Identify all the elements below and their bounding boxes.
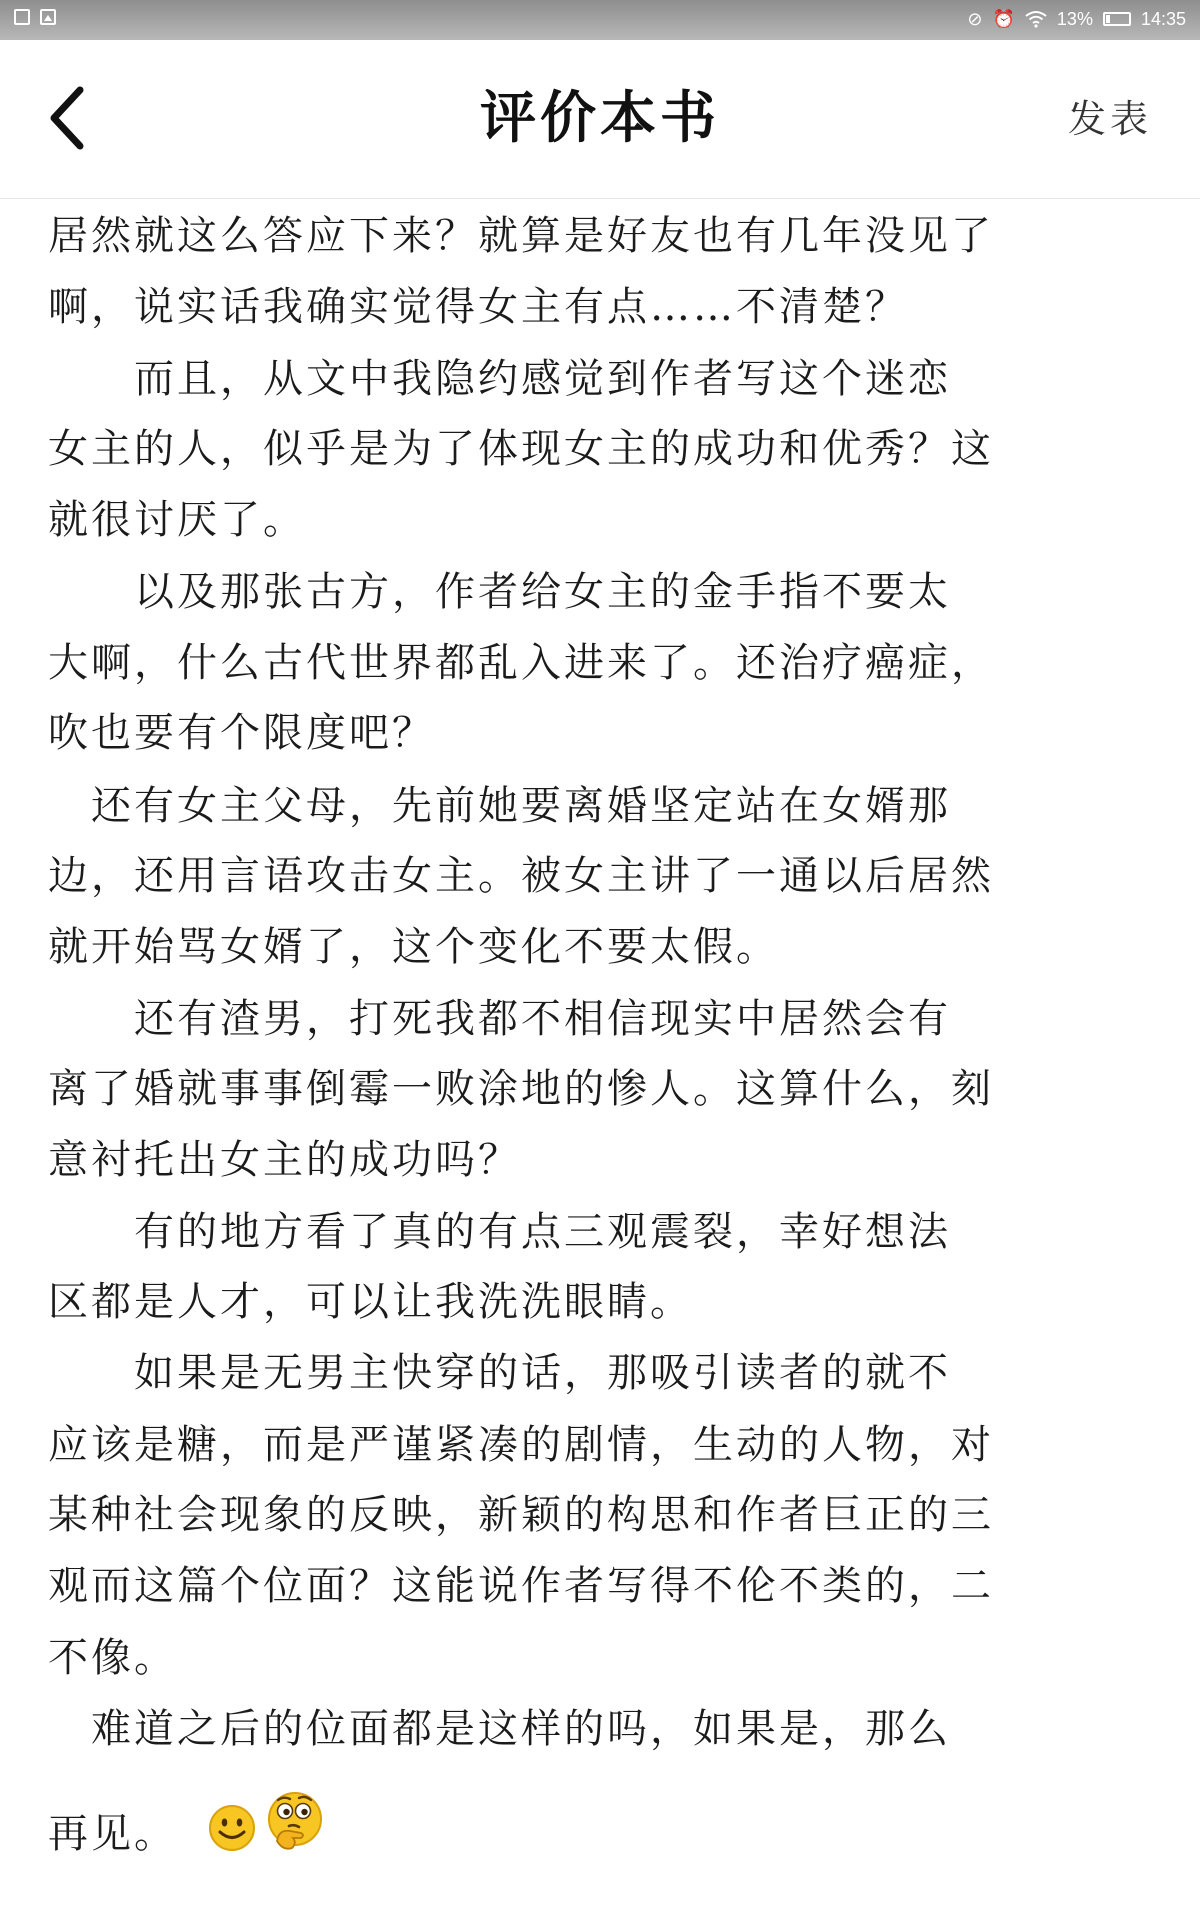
battery-icon [1103,12,1131,26]
review-line: 有的地方看了真的有点三观震裂，幸好想法 [48,1209,951,1255]
wifi-icon [1025,10,1047,28]
review-line: 难道之后的位面都是这样的吗，如果是，那么 [48,1706,951,1752]
battery-percent: 13% [1056,8,1093,29]
review-line: 吹也要有个限度吧？ [48,710,435,756]
status-bar [0,0,1200,40]
review-closing-text: 再见。 [48,1811,177,1857]
page-title: 评价本书 [480,86,720,151]
review-line: 大啊，什么古代世界都乱入进来了。还治疗癌症， [48,640,994,686]
review-line: 不像。 [48,1635,177,1681]
status-left-icons [14,9,56,25]
review-line: 意衬托出女主的成功吗？ [48,1137,521,1183]
review-line: 还有女主父母，先前她要离婚坚定站在女婿那 [48,783,951,829]
review-line: 边，还用言语攻击女主。被女主讲了一通以后居然 [48,853,994,899]
review-text-area[interactable] [0,199,1200,1920]
review-line: 而且，从文中我隐约感觉到作者写这个迷恋 [48,356,951,402]
review-line: 女主的人，似乎是为了体现女主的成功和优秀？这 [48,426,994,472]
status-time: 14:35 [1140,8,1186,29]
review-line: 某种社会现象的反映，新颖的构思和作者巨正的三 [48,1492,994,1538]
smile-emoji-icon [207,1803,257,1853]
notification-square-icon [14,9,30,25]
review-line: 啊，说实话我确实觉得女主有点……不清楚？ [48,284,908,330]
header-bar [0,40,1200,199]
publish-button[interactable]: 发表 [1067,97,1152,141]
gallery-notification-icon [40,9,56,25]
review-line: 还有渣男，打死我都不相信现实中居然会有 [48,996,951,1042]
review-line: 以及那张古方，作者给女主的金手指不要太 [48,569,951,615]
mute-icon: ⊘ [967,9,983,29]
review-line: 应该是糖，而是严谨紧凑的剧情，生动的人物，对 [48,1422,994,1468]
review-line: 区都是人才，可以让我洗洗眼睛。 [48,1279,693,1325]
review-line: 居然就这么答应下来？就算是好友也有几年没见了 [48,213,994,259]
alarm-icon: ⏰ [992,9,1015,29]
thinking-emoji-icon [263,1789,327,1853]
review-line: 观而这篇个位面？这能说作者写得不伦不类的，二 [48,1563,994,1609]
emoji-group [207,1789,327,1853]
status-right-icons [967,8,1186,30]
review-line-last [48,1789,1158,1864]
review-line: 就很讨厌了。 [48,497,306,543]
review-line: 如果是无男主快穿的话，那吸引读者的就不 [48,1350,951,1396]
review-line: 离了婚就事事倒霉一败涂地的惨人。这算什么，刻 [48,1066,994,1112]
review-line: 就开始骂女婿了，这个变化不要太假。 [48,924,779,970]
